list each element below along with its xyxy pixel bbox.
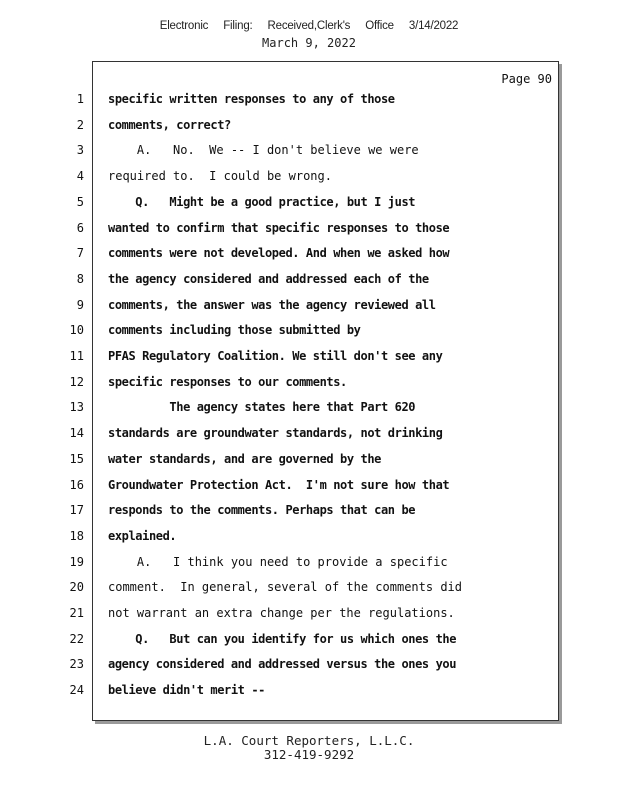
line-number: 11 [69, 349, 84, 363]
transcript-line [0, 683, 618, 703]
filing-stamp-part: Office [365, 20, 394, 32]
line-number: 19 [69, 554, 84, 569]
line-text: Groundwater Protection Act. I'm not sure how that [108, 477, 450, 492]
line-number: 1 [76, 92, 84, 106]
line-text: explained. [108, 528, 177, 543]
transcript-line [0, 580, 618, 600]
transcript-line [0, 169, 618, 189]
transcript-line [0, 118, 618, 138]
line-text: comments were not developed. And when we asked how [108, 246, 450, 261]
line-text: wanted to confirm that specific responses to those [108, 220, 450, 235]
line-number: 6 [76, 220, 84, 235]
line-number: 18 [69, 528, 84, 543]
line-number: 9 [76, 297, 84, 312]
line-number: 3 [76, 143, 84, 158]
transcript-line [0, 555, 618, 575]
transcript-line [0, 452, 618, 472]
transcript-line [0, 606, 618, 626]
transcript-line [0, 246, 618, 266]
line-text: The agency states here that Part 620 [108, 400, 416, 415]
transcript-line [0, 221, 618, 241]
line-text: comments including those submitted by [108, 323, 361, 338]
transcript-line [0, 400, 618, 420]
line-text: water standards, and are governed by the [108, 451, 381, 466]
filing-stamp-part: Received,Clerk's [267, 20, 351, 32]
line-text: required to. I could be wrong. [108, 169, 332, 184]
line-text: agency considered and addressed versus the ones you [108, 657, 457, 672]
line-text: comments, correct? [108, 117, 231, 132]
line-text: believe didn't merit -- [108, 683, 265, 698]
line-number: 7 [76, 246, 84, 261]
line-text: responds to the comments. Perhaps that can be [108, 503, 416, 518]
filing-stamp-part: 3/14/2022 [408, 20, 459, 32]
line-text: not warrant an extra change per the regulations. [108, 606, 455, 620]
transcript-line [0, 478, 618, 498]
transcript-line [0, 298, 618, 318]
filing-stamp [0, 20, 618, 32]
line-text: A. No. We -- I don't believe we were [108, 143, 419, 158]
line-text: comments, the answer was the agency reviewed all [108, 297, 436, 312]
line-text: Q. But can you identify for us which ones the [108, 631, 457, 646]
transcript-line [0, 657, 618, 677]
page-number: Page 90 [501, 72, 552, 86]
transcript-line [0, 503, 618, 523]
line-text: the agency considered and addressed each of the [108, 271, 429, 286]
line-text: specific responses to our comments. [108, 374, 347, 389]
line-number: 17 [69, 503, 84, 518]
line-number: 20 [69, 580, 84, 595]
line-number: 23 [69, 657, 84, 672]
transcript-line [0, 195, 618, 215]
line-text: Q. Might be a good practice, but I just [108, 194, 416, 209]
line-number: 12 [69, 374, 84, 389]
transcript-line [0, 323, 618, 343]
line-number: 8 [76, 271, 84, 286]
transcript-line [0, 375, 618, 395]
reporter-phone: 312-419-9292 [263, 747, 355, 762]
line-text: standards are groundwater standards, not drinking [108, 426, 443, 441]
line-text: comment. In general, several of the comments did [108, 580, 463, 595]
line-number: 14 [69, 426, 84, 441]
line-number: 21 [69, 606, 84, 620]
line-text: A. I think you need to provide a specific [108, 554, 448, 569]
transcript-line [0, 349, 618, 369]
line-text: specific written responses to any of those [108, 92, 395, 106]
line-number: 4 [76, 169, 84, 184]
transcript-line [0, 272, 618, 292]
transcript-line [0, 529, 618, 549]
line-number: 2 [76, 117, 84, 132]
line-number: 5 [76, 194, 84, 209]
line-number: 24 [69, 683, 84, 698]
filing-stamp-part: Filing: [223, 20, 253, 32]
line-number: 15 [69, 451, 84, 466]
line-text: PFAS Regulatory Coalition. We still don't see any [108, 349, 443, 363]
filing-stamp-part: Electronic [159, 20, 209, 32]
transcript-line [0, 92, 618, 112]
transcript-line [0, 143, 618, 163]
line-number: 16 [69, 477, 84, 492]
line-number: 10 [69, 323, 84, 338]
transcript-line [0, 426, 618, 446]
line-number: 22 [69, 631, 84, 646]
line-number: 13 [69, 400, 84, 415]
deposition-date: March 9, 2022 [262, 36, 356, 50]
reporter-company: L.A. Court Reporters, L.L.C. [203, 733, 415, 748]
transcript-line [0, 632, 618, 652]
